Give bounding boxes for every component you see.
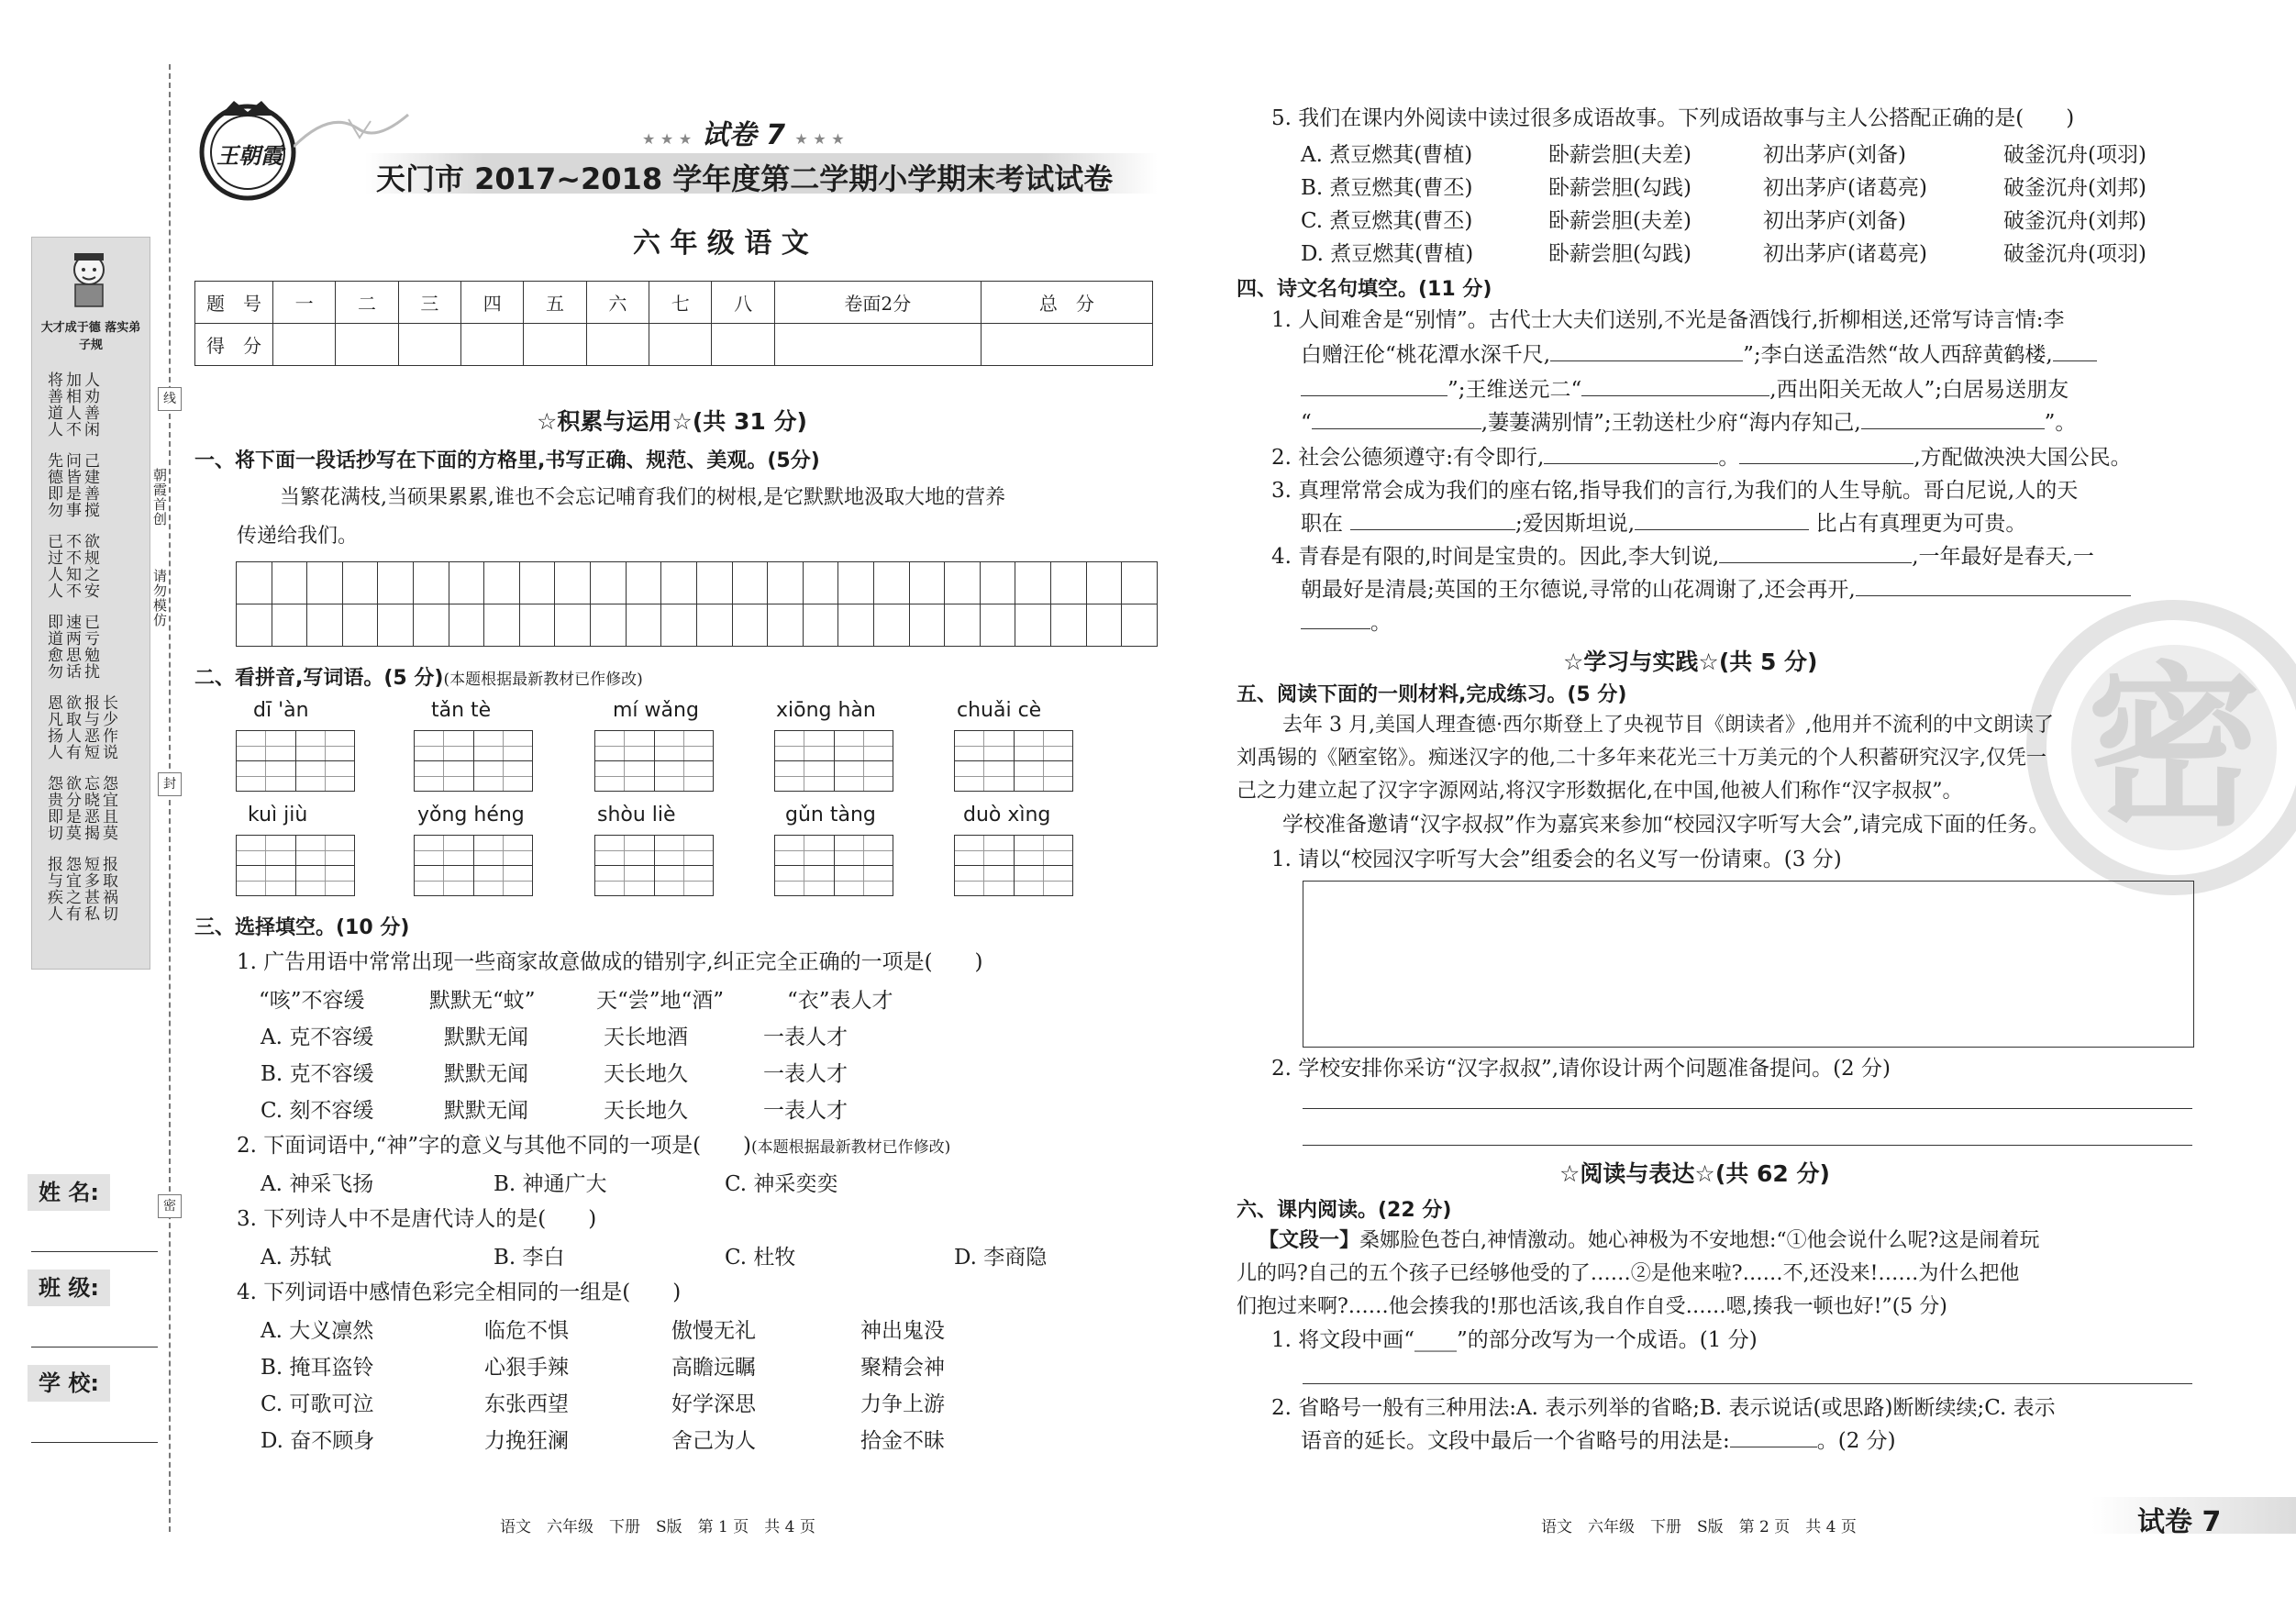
ribbon-decoration — [294, 101, 413, 156]
q4-1-line3 — [1301, 374, 2069, 405]
page-footer: 语文 六年级 下册 S版 第 1 页 共 4 页 — [500, 1518, 815, 1536]
write-box[interactable] — [236, 730, 355, 792]
q4-1-text: ”。 — [2044, 411, 2077, 435]
q2-note: (本题根据最新教材已作修改) — [443, 671, 643, 689]
name-field[interactable] — [31, 1246, 158, 1252]
q6-2-text: 。(2 分) — [1816, 1429, 1896, 1453]
q3-2-stem — [237, 1130, 950, 1163]
q4-4-text: 。 — [1370, 611, 1392, 635]
q3-5-option-c: 破釜沉舟(刘邦) — [2003, 209, 2146, 233]
score-header: 总 分 — [981, 282, 1152, 324]
score-cell[interactable] — [524, 324, 586, 366]
q1-passage: 当繁花满枝,当硕果累累,谁也不会忘记哺育我们的树根,是它默默地汲取大地的营养 — [280, 486, 1005, 509]
q3-1-option-b: 天长地久 — [604, 1062, 688, 1086]
q6-passage: 们抱过来啊?……他会揍我的!那也活该,我自作自受……嗯,揍我一顿也好!”(5 分) — [1237, 1295, 1947, 1318]
q3-4-option-c[interactable]: C. 可歌可泣 — [261, 1392, 374, 1416]
blank-line[interactable] — [1856, 575, 2131, 596]
q4-1-text: ”;李白送孟浩然“故人西辞黄鹤楼, — [1743, 343, 2053, 367]
q3-5-option-a[interactable]: A. 煮豆燃萁(曹植) — [1301, 143, 1473, 167]
q1-title: 一、将下面一段话抄写在下面的方格里,书写正确、规范、美观。(5分) — [194, 449, 820, 472]
notice-no-copy: 请勿模仿 — [151, 569, 168, 627]
q3-2-note: (本题根据最新教材已作修改) — [751, 1138, 951, 1157]
proverb-col: 恩凡扬人 — [44, 694, 62, 760]
pinyin-label: mí wǎng — [613, 699, 699, 722]
answer-line[interactable] — [1303, 1108, 2192, 1109]
score-header: 四 — [461, 282, 524, 324]
score-cell[interactable] — [398, 324, 460, 366]
q3-4-stem: 4. 下列词语中感情色彩完全相同的一组是( ) — [237, 1281, 682, 1304]
score-header: 题 号 — [195, 282, 273, 324]
proverb-col: 怨宜之有 — [62, 856, 81, 922]
proverb-col: 加相人不 — [62, 372, 81, 438]
write-box[interactable] — [774, 835, 893, 896]
proverb-col: 短多甚私 — [81, 856, 99, 922]
q1-passage-2: 传递给我们。 — [237, 525, 359, 548]
pinyin-label: chuǎi cè — [957, 699, 1042, 722]
score-row-label: 得 分 — [195, 324, 273, 366]
paper-number-text: 试卷 7 — [701, 119, 785, 151]
q4-1-text: ,萋萋满别情”;王勃送杜少府“海内存知己, — [1481, 411, 1861, 435]
motto-line1: 大才成于德 落实弟子规 — [40, 321, 141, 352]
proverb-col: 速两思话 — [62, 614, 81, 680]
answer-line[interactable] — [1303, 1145, 2192, 1146]
q3-5-option-b[interactable]: B. 煮豆燃萁(曹丕) — [1301, 176, 1473, 200]
q3-1-word: “咳”不容缓 — [259, 989, 365, 1013]
blank-line[interactable] — [1730, 1426, 1817, 1447]
blank-line[interactable] — [1635, 509, 1809, 530]
score-cell[interactable] — [273, 324, 336, 366]
q5-material: 去年 3 月,美国人理查德·西尔斯登上了央视节目《朗读者》,他用并不流利的中文朗读了 — [1282, 714, 2054, 737]
q6-2-line2 — [1301, 1425, 1896, 1457]
q4-4-line2 — [1301, 574, 2131, 605]
q4-2-text: ,方配做泱泱大国公民。 — [1913, 446, 2132, 470]
q5-title: 五、阅读下面的一则材料,完成练习。(5 分) — [1237, 683, 1627, 706]
q3-2-option[interactable]: C. 神采奕奕 — [725, 1172, 838, 1196]
name-label: 姓 名: — [28, 1174, 110, 1211]
proverb-col: 先德即勿 — [44, 452, 62, 518]
q3-3-option[interactable]: C. 杜牧 — [725, 1246, 796, 1270]
copy-grid[interactable] — [236, 561, 1158, 647]
blank-line[interactable] — [1312, 408, 1481, 429]
q6-title: 六、课内阅读。(22 分) — [1237, 1199, 1452, 1222]
q3-1-option-a: 一表人才 — [763, 1026, 848, 1049]
write-box[interactable] — [414, 835, 533, 896]
q3-4-option-a: 傲慢无礼 — [671, 1319, 756, 1343]
pinyin-label: dī 'àn — [253, 699, 309, 722]
q4-1-line2 — [1301, 339, 2097, 371]
q5-1-stem: 1. 请以“校园汉字听写大会”组委会的名义写一份请柬。(3 分) — [1271, 848, 1842, 871]
q4-title: 四、诗文名句填空。(11 分) — [1237, 278, 1492, 301]
score-cell[interactable] — [336, 324, 398, 366]
paper-number: ★ ★ ★ 试卷 7 ★ ★ ★ — [642, 119, 845, 151]
pinyin-label: xiōng hàn — [776, 699, 876, 722]
q6-passage: 儿的吗?自己的五个孩子已经够他受的了……②是他来啦?……不,还没来!……为什么把他 — [1237, 1262, 2020, 1285]
q3-5-option-c[interactable]: C. 煮豆燃萁(曹丕) — [1301, 209, 1473, 233]
proverb-col: 已亏勉扰 — [81, 614, 99, 680]
q3-4-option-b: 高瞻远瞩 — [671, 1356, 756, 1380]
q3-3-option[interactable]: B. 李白 — [494, 1246, 565, 1270]
proverb-block — [44, 372, 140, 959]
proverb-col: 即道愈勿 — [44, 614, 62, 680]
q3-4-option-c: 东张西望 — [484, 1392, 569, 1416]
q3-5-option-d: 初出茅庐(诸葛亮) — [1763, 242, 1927, 266]
pinyin-label: duò xìng — [963, 804, 1051, 826]
cut-line — [169, 64, 171, 1532]
school-label: 学 校: — [28, 1365, 110, 1402]
proverb-col: 怨宜且莫 — [99, 775, 117, 841]
q4-1-line4 — [1301, 407, 2076, 438]
pinyin-label: gǔn tàng — [785, 804, 876, 826]
q4-1-text: “ — [1301, 411, 1312, 435]
blank-line[interactable] — [1301, 375, 1447, 396]
proverb-col: 欲分是莫 — [62, 775, 81, 841]
write-box[interactable] — [594, 730, 714, 792]
q3-1-option-a[interactable]: A. 克不容缓 — [261, 1026, 374, 1049]
q3-2-option[interactable]: B. 神通广大 — [494, 1172, 607, 1196]
q3-1-option-a: 默默无闻 — [444, 1026, 528, 1049]
score-header: 三 — [398, 282, 460, 324]
q6-label: 【文段一】 — [1259, 1229, 1360, 1252]
q4-1-text: ,西出阳关无故人”;白居易送朋友 — [1769, 378, 2069, 402]
proverb-col: 忘晓恶揭 — [81, 775, 99, 841]
score-header: 一 — [273, 282, 336, 324]
score-cell[interactable] — [981, 324, 1152, 366]
proverb-col: 报与疾人 — [44, 856, 62, 922]
q6-passage-text: 桑娜脸色苍白,神情激动。她心神极为不安地想:“①他会说什么呢?这是闹着玩 — [1359, 1229, 2040, 1252]
exam-title: 天门市 2017~2018 学年度第二学期小学期末考试试卷 — [376, 161, 1114, 196]
score-header: 五 — [524, 282, 586, 324]
section-title-accumulation: ☆积累与运用☆(共 31 分) — [537, 408, 807, 435]
write-box[interactable] — [236, 835, 355, 896]
q4-1-text: 1. 人间难舍是“别情”。古代士大夫们送别,不光是备酒饯行,折柳相送,还常写诗言情:李 — [1271, 308, 2065, 332]
q4-3-text: 比占有真理更为可贵。 — [1815, 512, 2027, 536]
seal-mark-secret: 密 — [158, 1194, 182, 1218]
write-box[interactable] — [414, 730, 533, 792]
score-header: 卷面2分 — [774, 282, 981, 324]
score-header: 七 — [649, 282, 712, 324]
proverb-col: 不不知不 — [62, 533, 81, 599]
q3-5-option-c: 卧薪尝胆(夫差) — [1548, 209, 1691, 233]
section-title-practice: ☆学习与实践☆(共 5 分) — [1563, 649, 1818, 675]
q5-material: 己之力建立起了汉字字源网站,将汉字形数据化,在中国,他被人们称作“汉字叔叔”。 — [1237, 780, 1963, 803]
q3-3-option[interactable]: A. 苏轼 — [261, 1246, 332, 1270]
q2-title-text: 二、看拼音,写词语。(5 分) — [194, 667, 444, 690]
q3-1-option-b: 默默无闻 — [444, 1062, 528, 1086]
q3-1-option-b: 一表人才 — [763, 1062, 848, 1086]
seal-mark-line: 线 — [158, 387, 182, 411]
proverb-col: 问皆是事 — [62, 452, 81, 518]
proverb-col: 报取祸切 — [99, 856, 117, 922]
q3-1-word: 默默无“蚊” — [429, 989, 536, 1013]
proverb-col: 欲取人有 — [62, 694, 81, 760]
q3-2-stem-text: 2. 下面词语中,“神”字的意义与其他不同的一项是( ) — [237, 1134, 752, 1158]
q3-5-option-a: 初出茅庐(刘备) — [1763, 143, 1906, 167]
class-field[interactable] — [31, 1341, 158, 1347]
q4-1-text: 白赠汪伦“桃花潭水深千尺, — [1301, 343, 1551, 367]
scholar-icon — [57, 246, 121, 310]
blank-line[interactable] — [2053, 340, 2097, 361]
q3-5-option-a: 卧薪尝胆(夫差) — [1548, 143, 1691, 167]
q3-4-option-a: 临危不惧 — [484, 1319, 569, 1343]
proverb-col: 欲规之安 — [81, 533, 99, 599]
write-box[interactable] — [774, 730, 893, 792]
score-cell[interactable] — [649, 324, 712, 366]
q4-4-text: 朝最好是清晨;英国的王尔德说,寻常的山花凋谢了,还会再开, — [1301, 578, 1856, 602]
score-cell[interactable] — [774, 324, 981, 366]
q4-2 — [1271, 442, 2132, 473]
write-box[interactable] — [594, 835, 714, 896]
q5-2-stem: 2. 学校安排你采访“汉字叔叔”,请你设计两个问题准备提问。(2 分) — [1271, 1057, 1891, 1081]
seal-mark-seal: 封 — [158, 772, 182, 796]
proverb-col: 将善道人 — [44, 372, 62, 438]
subject-title: 六 年 级 语 文 — [633, 227, 809, 260]
q2-title — [194, 662, 643, 691]
q3-1-option-c: 一表人才 — [763, 1099, 848, 1123]
q3-5-option-d: 破釜沉舟(项羽) — [2003, 242, 2146, 266]
q4-4-line1 — [1271, 541, 2094, 572]
q3-1-option-c: 默默无闻 — [444, 1099, 528, 1123]
q3-4-option-b: 心狠手辣 — [484, 1356, 569, 1380]
school-field[interactable] — [31, 1436, 158, 1443]
score-header: 八 — [712, 282, 774, 324]
q4-1-text: ”;王维送元二“ — [1447, 378, 1582, 402]
write-box[interactable] — [954, 730, 1073, 792]
score-cell[interactable] — [712, 324, 774, 366]
q3-4-option-d: 力挽狂澜 — [484, 1429, 569, 1453]
score-cell[interactable] — [461, 324, 524, 366]
invitation-answer-box[interactable] — [1303, 881, 2194, 1048]
pinyin-label: tǎn tè — [431, 699, 492, 722]
proverb-col: 怨贵即切 — [44, 775, 62, 841]
write-box[interactable] — [954, 835, 1073, 896]
page-footer: 语文 六年级 下册 S版 第 2 页 共 4 页 — [1541, 1518, 1857, 1536]
q3-4-option-b[interactable]: B. 掩耳盗铃 — [261, 1356, 374, 1380]
q3-4-option-c: 好学深思 — [671, 1392, 756, 1416]
q4-4-line3 — [1301, 607, 1392, 638]
q4-2-text: 。 — [1718, 446, 1740, 470]
blank-line[interactable] — [1861, 408, 2045, 429]
q5-material: 刘禹锡的《陋室铭》。痴迷汉字的他,二十多年来花光三十万美元的个人积蓄研究汉字,仅凭一 — [1237, 747, 2046, 770]
q4-3-text: 3. 真理常常会成为我们的座右铭,指导我们的言行,为我们的人生导航。哥白尼说,人的天 — [1271, 479, 2079, 503]
score-header: 六 — [586, 282, 649, 324]
q6-2-text: 语音的延长。文段中最后一个省略号的用法是: — [1301, 1429, 1730, 1453]
logo-text: 王朝霞 — [216, 142, 283, 169]
blank-line[interactable] — [1301, 608, 1370, 629]
q3-5-option-a: 破釜沉舟(项羽) — [2003, 143, 2146, 167]
binding-strip — [0, 0, 174, 1597]
q3-2-option[interactable]: A. 神采飞扬 — [261, 1172, 374, 1196]
watermark-char: 密 — [2087, 645, 2262, 849]
score-cell[interactable] — [586, 324, 649, 366]
proverb-col: 长少作说 — [99, 694, 117, 760]
proverb-col: 报与恶短 — [81, 694, 99, 760]
q3-1-word: 天“尝”地“酒” — [596, 989, 725, 1013]
q3-1-option-c: 天长地久 — [604, 1099, 688, 1123]
blank-line[interactable] — [1719, 542, 1912, 563]
q3-4-option-c: 力争上游 — [860, 1392, 945, 1416]
q3-5-stem: 5. 我们在课内外阅读中读过很多成语故事。下列成语故事与主人公搭配正确的是( ) — [1271, 106, 2075, 130]
q3-5-option-b: 卧薪尝胆(勾践) — [1548, 176, 1691, 200]
q3-4-option-d[interactable]: D. 奋不顾身 — [261, 1429, 375, 1453]
blank-line[interactable] — [1544, 443, 1718, 464]
q3-1-option-c[interactable]: C. 刻不容缓 — [261, 1099, 374, 1123]
proverb-col: 已过人人 — [44, 533, 62, 599]
pinyin-label: kuì jiù — [248, 804, 308, 826]
q4-4-text: ,一年最好是春天,一 — [1912, 545, 2094, 569]
q4-3-line2 — [1301, 508, 2026, 539]
score-header: 二 — [336, 282, 398, 324]
q3-1-stem: 1. 广告用语中常常出现一些商家故意做成的错别字,纠正完全正确的一项是( ) — [237, 950, 983, 974]
proverb-col: 己建善搅 — [81, 452, 99, 518]
q4-3-text: ;爱因斯坦说, — [1515, 512, 1636, 536]
q3-5-option-d[interactable]: D. 煮豆燃萁(曹植) — [1301, 242, 1474, 266]
q3-5-option-d: 卧薪尝胆(勾践) — [1548, 242, 1691, 266]
q6-2-stem: 2. 省略号一般有三种用法:A. 表示列举的省略;B. 表示说话(或思路)断断续续;C. 表示 — [1271, 1396, 2056, 1420]
q5-material: 学校准备邀请“汉字叔叔”作为嘉宾来参加“校园汉字听写大会”,请完成下面的任务。 — [1282, 813, 2050, 837]
q4-3-text: 职在 — [1301, 512, 1343, 536]
section-title-reading: ☆阅读与表达☆(共 62 分) — [1559, 1160, 1830, 1187]
q3-title: 三、选择填空。(10 分) — [194, 916, 410, 939]
q3-4-option-a[interactable]: A. 大义凛然 — [261, 1319, 374, 1343]
q4-4-text: 4. 青春是有限的,时间是宝贵的。因此,李大钊说, — [1271, 545, 1720, 569]
blank-line[interactable] — [1550, 340, 1743, 361]
q3-3-option[interactable]: D. 李商隐 — [954, 1246, 1048, 1270]
blank-line[interactable] — [1739, 443, 1913, 464]
q3-4-option-b: 聚精会神 — [860, 1356, 945, 1380]
q3-3-stem: 3. 下列诗人中不是唐代诗人的是( ) — [237, 1207, 597, 1231]
q3-4-option-d: 拾金不昧 — [860, 1429, 945, 1453]
q3-4-option-d: 舍己为人 — [671, 1429, 756, 1453]
corner-paper-label: 试卷 7 — [2137, 1506, 2222, 1538]
pinyin-label: shòu liè — [597, 804, 676, 826]
pinyin-label: yǒng héng — [417, 804, 525, 826]
notice-original: 朝霞首创 — [151, 468, 168, 527]
q3-5-option-b: 初出茅庐(诸葛亮) — [1763, 176, 1927, 200]
q3-4-option-a: 神出鬼没 — [860, 1319, 945, 1343]
q3-5-option-c: 初出茅庐(刘备) — [1763, 209, 1906, 233]
answer-line[interactable] — [1303, 1383, 2192, 1384]
blank-line[interactable] — [1350, 509, 1515, 530]
class-label: 班 级: — [28, 1270, 110, 1306]
q4-2-text: 2. 社会公德须遵守:有令即行, — [1271, 446, 1545, 470]
q3-1-word: “衣”表人才 — [787, 989, 893, 1013]
score-table — [194, 281, 1153, 366]
q3-1-option-a: 天长地酒 — [604, 1026, 688, 1049]
proverb-col: 人劝善闲 — [81, 372, 99, 438]
blank-line[interactable] — [1581, 375, 1769, 396]
q6-1-stem: 1. 将文段中画“____”的部分改写为一个成语。(1 分) — [1271, 1328, 1758, 1352]
q6-passage — [1259, 1225, 2039, 1257]
q3-5-option-b: 破釜沉舟(刘邦) — [2003, 176, 2146, 200]
q3-1-option-b[interactable]: B. 克不容缓 — [261, 1062, 374, 1086]
